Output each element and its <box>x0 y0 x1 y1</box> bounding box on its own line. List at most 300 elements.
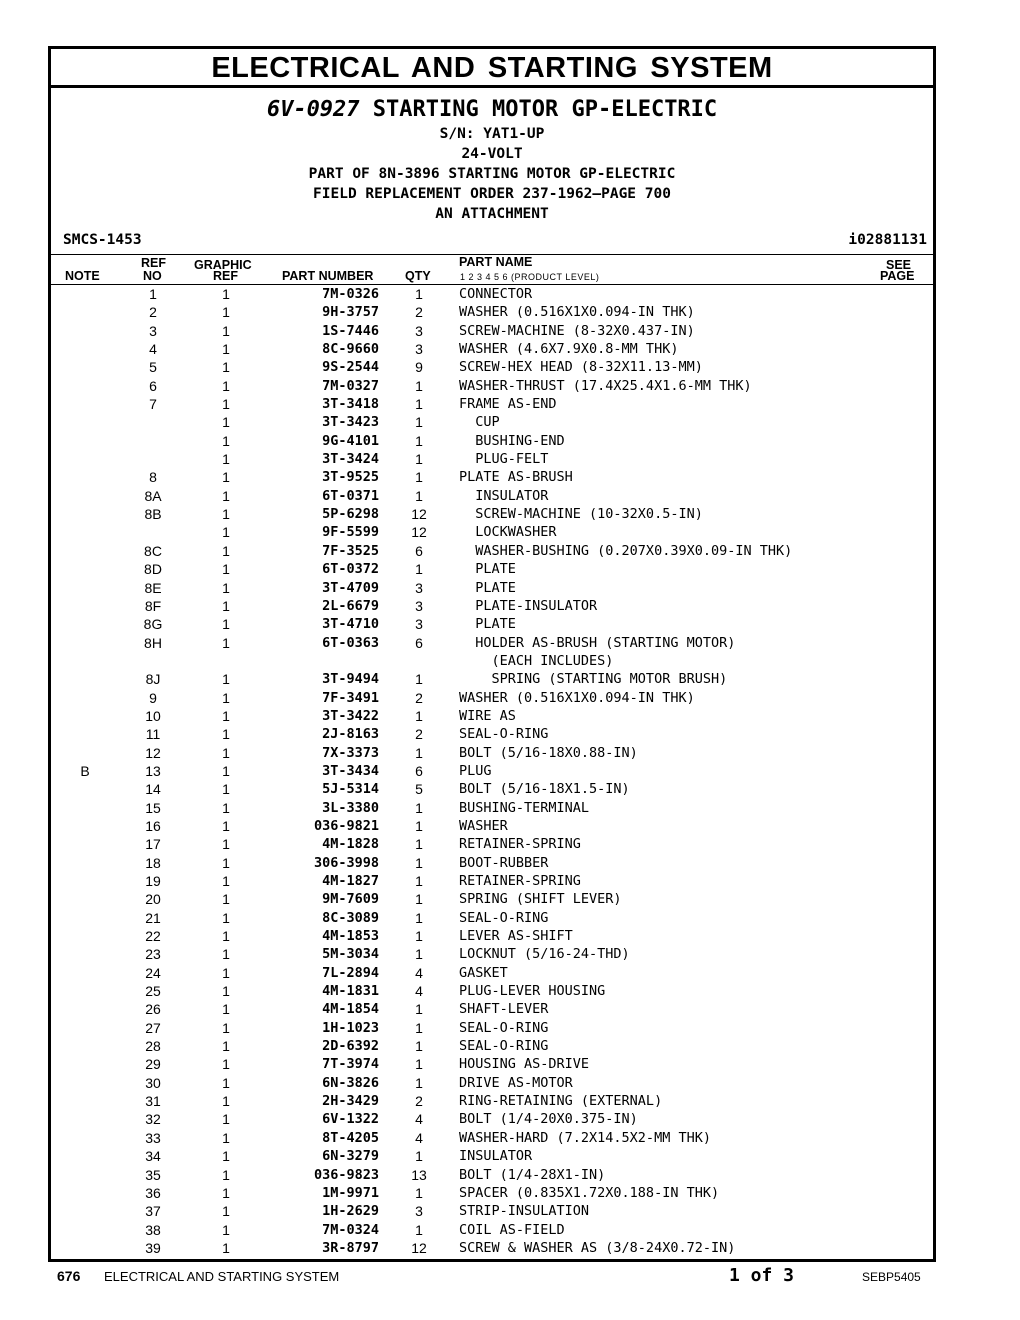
part-number-cell: 6N-3279 <box>322 1148 379 1165</box>
ref-no-cell: 18 <box>145 854 161 871</box>
qty-cell: 1 <box>415 891 423 908</box>
part-name-cell: RETAINER-SPRING <box>459 873 581 889</box>
serial-number: S/N: YAT1-UP <box>439 126 545 142</box>
part-name-cell: BOOT-RUBBER <box>459 854 549 871</box>
part-number-cell: 3T-3422 <box>322 707 379 724</box>
ref-no-cell: 11 <box>145 726 161 743</box>
part-name-cell: DRIVE AS-MOTOR <box>459 1074 573 1091</box>
qty-cell: 1 <box>415 946 423 963</box>
id-row <box>51 230 933 255</box>
part-number-cell: 3T-3424 <box>322 451 379 468</box>
ref-no-cell: 10 <box>145 707 161 724</box>
qty-cell: 1 <box>415 1019 423 1036</box>
part-name-cell: PLUG <box>459 762 492 779</box>
part-number-cell: 7M-0324 <box>322 1221 379 1238</box>
ref-no-cell: 8E <box>144 579 162 596</box>
qty-cell: 3 <box>415 322 423 339</box>
part-number-cell: 5J-5314 <box>322 781 379 798</box>
part-name-cell: LEVER AS-SHIFT <box>459 928 573 945</box>
ref-no-cell: 31 <box>145 1093 161 1110</box>
table-row <box>51 322 933 340</box>
part-number-cell: 7F-3491 <box>322 689 379 706</box>
part-number-cell: 3T-9494 <box>322 671 379 688</box>
part-name-cell: STRIP-INSULATION <box>459 1203 590 1220</box>
table-row <box>51 303 933 321</box>
table-row <box>51 358 933 376</box>
qty-cell: 6 <box>415 762 423 779</box>
ref-no-cell: 19 <box>145 873 161 889</box>
qty-cell: 1 <box>415 1184 423 1201</box>
table-row <box>51 835 933 853</box>
table-row <box>51 707 933 725</box>
qty-cell: 12 <box>411 1239 427 1256</box>
part-name-cell: FRAME AS-END <box>459 396 557 413</box>
table-row <box>51 890 933 908</box>
graphic-ref-cell: 1 <box>222 377 230 394</box>
graphic-ref-cell: 1 <box>222 1239 230 1256</box>
part-number-cell: 3R-8797 <box>322 1239 379 1256</box>
ref-no-cell: 8F <box>144 597 162 614</box>
parts-page-frame <box>48 46 936 1262</box>
part-number-cell: 9F-5599 <box>322 524 379 541</box>
graphic-ref-cell: 1 <box>222 928 230 945</box>
qty-cell: 2 <box>415 689 423 706</box>
part-name-cell: PLUG-LEVER HOUSING <box>459 983 606 1000</box>
col-graphic-bottom: REF <box>213 269 238 283</box>
smcs-code: SMCS-1453 <box>63 232 142 248</box>
part-name-cell: SCREW-MACHINE (8-32X0.437-IN) <box>459 322 695 339</box>
table-row <box>51 799 933 817</box>
graphic-ref-cell: 1 <box>222 1001 230 1018</box>
ref-no-cell: 2 <box>149 304 157 321</box>
qty-cell: 3 <box>415 597 423 614</box>
part-number-cell: 3T-4710 <box>322 616 379 633</box>
table-row <box>51 1037 933 1055</box>
qty-cell: 1 <box>415 377 423 394</box>
ref-no-cell: 20 <box>145 891 161 908</box>
table-row <box>51 872 933 890</box>
part-number-cell: 9G-4101 <box>322 432 379 449</box>
graphic-ref-cell: 1 <box>222 1166 230 1183</box>
part-number-cell: 306-3998 <box>313 854 379 871</box>
qty-cell: 3 <box>415 616 423 633</box>
part-number-cell: 3T-9525 <box>322 469 379 486</box>
ref-no-cell: 7 <box>149 396 157 413</box>
part-name-cell: BOLT (1/4-28X1-IN) <box>459 1166 606 1183</box>
table-row <box>51 1055 933 1073</box>
graphic-ref-cell: 1 <box>222 726 230 743</box>
table-row <box>51 1221 933 1239</box>
part-number-cell: 4M-1853 <box>322 928 379 945</box>
table-row <box>51 964 933 982</box>
field-replacement-note: FIELD REPLACEMENT ORDER 237-1962—PAGE 700 <box>313 186 671 202</box>
part-name-cell: INSULATOR <box>459 1148 533 1165</box>
ref-no-cell: 22 <box>145 928 161 945</box>
table-row <box>51 1019 933 1037</box>
ref-no-cell: 8D <box>144 561 162 578</box>
qty-cell: 2 <box>415 726 423 743</box>
qty-cell: 1 <box>415 396 423 413</box>
qty-cell: 1 <box>415 451 423 468</box>
qty-cell: 1 <box>415 707 423 724</box>
graphic-ref-cell: 1 <box>222 1093 230 1110</box>
part-number-cell: 4M-1831 <box>322 983 379 1000</box>
graphic-ref-cell: 1 <box>222 634 230 651</box>
ref-no-cell: 9 <box>149 689 157 706</box>
part-name-cell: PLATE AS-BRUSH <box>459 469 573 486</box>
graphic-ref-cell: 1 <box>222 322 230 339</box>
graphic-ref-cell: 1 <box>222 817 230 834</box>
part-number-cell: 6V-1322 <box>322 1111 379 1128</box>
table-row <box>51 487 933 505</box>
part-name-cell: WASHER-THRUST (17.4X25.4X1.6-MM THK) <box>459 377 752 394</box>
ref-no-cell: 36 <box>145 1184 161 1201</box>
part-number-cell: 036-9823 <box>313 1166 379 1183</box>
graphic-ref-cell: 1 <box>222 469 230 486</box>
qty-cell: 4 <box>415 964 423 981</box>
qty-cell: 4 <box>415 983 423 1000</box>
table-row <box>51 1202 933 1220</box>
part-number-cell: 9S-2544 <box>322 359 379 376</box>
voltage: 24-VOLT <box>461 146 523 162</box>
ref-no-cell: 24 <box>145 964 161 981</box>
graphic-ref-cell: 1 <box>222 744 230 761</box>
ref-no-cell: 8A <box>144 487 162 504</box>
part-number-cell: 2J-8163 <box>322 726 379 743</box>
qty-cell: 2 <box>415 1093 423 1110</box>
part-name-cell: HOLDER AS-BRUSH (STARTING MOTOR) <box>459 634 736 651</box>
qty-cell: 1 <box>415 909 423 926</box>
part-name-cell: WASHER (0.516X1X0.094-IN THK) <box>459 689 695 706</box>
qty-cell: 1 <box>415 487 423 504</box>
graphic-ref-cell: 1 <box>222 707 230 724</box>
qty-cell: 1 <box>415 469 423 486</box>
part-number-cell: 3T-3434 <box>322 762 379 779</box>
ref-no-cell: 25 <box>145 983 161 1000</box>
col-note: NOTE <box>65 269 100 283</box>
table-row <box>51 1184 933 1202</box>
part-number-cell: 3T-4709 <box>322 579 379 596</box>
part-number-cell: 6T-0371 <box>322 487 379 504</box>
part-number-cell: 1H-2629 <box>322 1203 379 1220</box>
ref-no-cell: 13 <box>145 762 161 779</box>
table-row <box>51 945 933 963</box>
part-number-cell: 1M-9971 <box>322 1184 379 1201</box>
qty-cell: 1 <box>415 671 423 688</box>
graphic-ref-cell: 1 <box>222 1074 230 1091</box>
page-footer <box>0 1265 1020 1288</box>
part-number-cell: 7T-3974 <box>322 1056 379 1073</box>
table-row <box>51 1074 933 1092</box>
ref-no-cell: 3 <box>149 322 157 339</box>
table-row <box>51 395 933 413</box>
graphic-ref-cell: 1 <box>222 524 230 541</box>
graphic-ref-cell: 1 <box>222 396 230 413</box>
graphic-ref-cell: 1 <box>222 432 230 449</box>
part-number-cell: 7M-0327 <box>322 377 379 394</box>
ref-no-cell: 34 <box>145 1148 161 1165</box>
part-name-cell: WIRE AS <box>459 707 516 724</box>
part-name-cell: WASHER <box>459 817 508 834</box>
graphic-ref-cell: 1 <box>222 946 230 963</box>
part-number-cell: 2D-6392 <box>322 1038 379 1055</box>
qty-cell: 1 <box>415 1038 423 1055</box>
part-number-cell: 2H-3429 <box>322 1093 379 1110</box>
qty-cell: 1 <box>415 928 423 945</box>
graphic-ref-cell: 1 <box>222 506 230 523</box>
part-number-cell: 1S-7446 <box>322 322 379 339</box>
part-name-cell: RING-RETAINING (EXTERNAL) <box>459 1093 663 1110</box>
part-name-cell: BOLT (1/4-20X0.375-IN) <box>459 1111 638 1128</box>
qty-cell: 9 <box>415 359 423 376</box>
part-name-cell: CONNECTOR <box>459 286 533 302</box>
ref-no-cell: 30 <box>145 1074 161 1091</box>
part-number-cell: 6N-3826 <box>322 1074 379 1091</box>
ref-no-cell: 15 <box>145 799 161 816</box>
graphic-ref-cell: 1 <box>222 561 230 578</box>
ref-no-cell: 27 <box>145 1019 161 1036</box>
table-row <box>51 1147 933 1165</box>
table-row <box>51 340 933 358</box>
graphic-ref-cell: 1 <box>222 1221 230 1238</box>
ref-no-cell: 35 <box>145 1166 161 1183</box>
part-name-cell: CUP <box>459 414 500 431</box>
graphic-ref-cell: 1 <box>222 1129 230 1146</box>
part-name-cell: SCREW & WASHER AS (3/8-24X0.72-IN) <box>459 1239 736 1256</box>
table-row <box>51 854 933 872</box>
ref-no-cell: 12 <box>145 744 161 761</box>
graphic-ref-cell: 1 <box>222 1019 230 1036</box>
part-name-cell: SPRING (STARTING MOTOR BRUSH) <box>459 671 728 688</box>
col-part-name: PART NAME <box>459 255 533 269</box>
ref-no-cell: 1 <box>149 286 157 302</box>
table-row <box>51 817 933 835</box>
qty-cell: 4 <box>415 1129 423 1146</box>
ref-no-cell: 8G <box>143 616 163 633</box>
col-ref-bottom: NO <box>143 269 162 283</box>
part-number-cell: 4M-1827 <box>322 873 379 889</box>
qty-cell: 1 <box>415 432 423 449</box>
table-row <box>51 432 933 450</box>
table-row <box>51 982 933 1000</box>
graphic-ref-cell: 1 <box>222 304 230 321</box>
qty-cell: 2 <box>415 304 423 321</box>
ref-no-cell: 6 <box>149 377 157 394</box>
table-row <box>51 634 933 652</box>
part-number-cell: 6T-0372 <box>322 561 379 578</box>
part-name-cell: SEAL-O-RING <box>459 1038 549 1055</box>
part-name-cell: WASHER (4.6X7.9X0.8-MM THK) <box>459 341 679 358</box>
part-name-cell: SCREW-HEX HEAD (8-32X11.13-MM) <box>459 359 703 376</box>
ref-no-cell: 17 <box>145 836 161 853</box>
graphic-ref-cell: 1 <box>222 799 230 816</box>
graphic-ref-cell: 1 <box>222 873 230 889</box>
qty-cell: 5 <box>415 781 423 798</box>
part-name-cell: SEAL-O-RING <box>459 1019 549 1036</box>
part-name-cell: PLUG-FELT <box>459 451 549 468</box>
ref-no-cell: 28 <box>145 1038 161 1055</box>
graphic-ref-cell: 1 <box>222 1148 230 1165</box>
ref-no-cell: 16 <box>145 817 161 834</box>
qty-cell: 6 <box>415 542 423 559</box>
part-name-cell: BOLT (5/16-18X1.5-IN) <box>459 781 630 798</box>
ref-no-cell: 26 <box>145 1001 161 1018</box>
part-number-cell: 7M-0326 <box>322 286 379 302</box>
document-id: SEBP5405 <box>862 1270 921 1284</box>
note-cell: B <box>80 762 90 779</box>
table-row <box>51 450 933 468</box>
table-row <box>51 725 933 743</box>
column-header <box>51 255 933 285</box>
ref-no-cell: 8J <box>145 671 161 688</box>
part-name-cell: WASHER-BUSHING (0.207X0.39X0.09-IN THK) <box>459 542 793 559</box>
part-name-cell: SPACER (0.835X1.72X0.188-IN THK) <box>459 1184 720 1201</box>
part-number-cell: 2L-6679 <box>322 597 379 614</box>
part-number-cell: 3T-3418 <box>322 396 379 413</box>
graphic-ref-cell: 1 <box>222 1184 230 1201</box>
part-name-cell: SCREW-MACHINE (10-32X0.5-IN) <box>459 506 703 523</box>
table-row <box>51 615 933 633</box>
table-row <box>51 652 933 670</box>
qty-cell: 1 <box>415 854 423 871</box>
graphic-ref-cell: 1 <box>222 671 230 688</box>
qty-cell: 1 <box>415 561 423 578</box>
parts-list <box>51 285 933 1257</box>
table-row <box>51 689 933 707</box>
graphic-ref-cell: 1 <box>222 983 230 1000</box>
col-ref-top: REF <box>141 256 166 270</box>
illustration-id: i02881131 <box>848 232 927 248</box>
part-name-cell: SEAL-O-RING <box>459 726 549 743</box>
part-name-cell: GASKET <box>459 964 508 981</box>
part-name-cell: WASHER (0.516X1X0.094-IN THK) <box>459 304 695 321</box>
part-name-cell: WASHER-HARD (7.2X14.5X2-MM THK) <box>459 1129 711 1146</box>
qty-cell: 4 <box>415 1111 423 1128</box>
graphic-ref-cell: 1 <box>222 854 230 871</box>
part-number-cell: 3L-3380 <box>322 799 379 816</box>
part-name-cell: PLATE <box>459 561 516 578</box>
part-of-note: PART OF 8N-3896 STARTING MOTOR GP-ELECTRIC <box>308 166 676 182</box>
ref-no-cell: 33 <box>145 1129 161 1146</box>
part-number-cell: 8C-9660 <box>322 341 379 358</box>
qty-cell: 6 <box>415 634 423 651</box>
part-name-cell: LOCKNUT (5/16-24-THD) <box>459 946 630 963</box>
qty-cell: 1 <box>415 1074 423 1091</box>
ref-no-cell: 29 <box>145 1056 161 1073</box>
group-title: STARTING MOTOR GP-ELECTRIC <box>372 97 718 122</box>
graphic-ref-cell: 1 <box>222 341 230 358</box>
part-name-cell: BUSHING-TERMINAL <box>459 799 590 816</box>
ref-no-cell: 37 <box>145 1203 161 1220</box>
table-row <box>51 670 933 688</box>
table-row <box>51 927 933 945</box>
ref-no-cell: 8B <box>144 506 162 523</box>
part-name-cell: INSULATOR <box>459 487 549 504</box>
group-header <box>51 96 933 224</box>
qty-cell: 13 <box>411 1166 427 1183</box>
qty-cell: 1 <box>415 286 423 302</box>
col-qty: QTY <box>405 269 431 283</box>
ref-no-cell: 4 <box>149 341 157 358</box>
table-row <box>51 909 933 927</box>
table-row <box>51 780 933 798</box>
ref-no-cell: 14 <box>145 781 161 798</box>
graphic-ref-cell: 1 <box>222 451 230 468</box>
part-name-cell: COIL AS-FIELD <box>459 1221 565 1238</box>
table-row <box>51 523 933 541</box>
part-number-cell: 1H-1023 <box>322 1019 379 1036</box>
part-number-cell: 7X-3373 <box>322 744 379 761</box>
table-row <box>51 413 933 431</box>
graphic-ref-cell: 1 <box>222 781 230 798</box>
qty-cell: 1 <box>415 1148 423 1165</box>
qty-cell: 1 <box>415 414 423 431</box>
ref-no-cell: 39 <box>145 1239 161 1256</box>
table-row <box>51 1000 933 1018</box>
graphic-ref-cell: 1 <box>222 542 230 559</box>
part-number-cell: 6T-0363 <box>322 634 379 651</box>
part-number-cell: 4M-1854 <box>322 1001 379 1018</box>
part-number-cell: 9H-3757 <box>322 304 379 321</box>
table-row <box>51 744 933 762</box>
part-number-cell: 036-9821 <box>313 817 379 834</box>
qty-cell: 1 <box>415 873 423 889</box>
part-name-cell: LOCKWASHER <box>459 524 557 541</box>
part-name-cell: (EACH INCLUDES) <box>459 652 614 669</box>
group-title-line <box>51 96 933 124</box>
qty-cell: 3 <box>415 341 423 358</box>
ref-no-cell: 8H <box>144 634 162 651</box>
graphic-ref-cell: 1 <box>222 909 230 926</box>
qty-cell: 1 <box>415 817 423 834</box>
qty-cell: 1 <box>415 836 423 853</box>
ref-no-cell: 21 <box>145 909 161 926</box>
graphic-ref-cell: 1 <box>222 616 230 633</box>
table-row <box>51 505 933 523</box>
graphic-ref-cell: 1 <box>222 836 230 853</box>
graphic-ref-cell: 1 <box>222 414 230 431</box>
graphic-ref-cell: 1 <box>222 964 230 981</box>
graphic-ref-cell: 1 <box>222 359 230 376</box>
table-row <box>51 1239 933 1257</box>
graphic-ref-cell: 1 <box>222 579 230 596</box>
qty-cell: 12 <box>411 506 427 523</box>
table-row <box>51 1166 933 1184</box>
part-name-cell: RETAINER-SPRING <box>459 836 581 853</box>
qty-cell: 3 <box>415 1203 423 1220</box>
table-row <box>51 579 933 597</box>
ref-no-cell: 5 <box>149 359 157 376</box>
col-see-top: SEE <box>886 258 912 272</box>
part-name-cell: PLATE <box>459 616 516 633</box>
attachment-note: AN ATTACHMENT <box>435 206 549 222</box>
graphic-ref-cell: 1 <box>222 597 230 614</box>
table-row <box>51 377 933 395</box>
table-row <box>51 542 933 560</box>
part-number-cell: 8C-3089 <box>322 909 379 926</box>
graphic-ref-cell: 1 <box>222 1038 230 1055</box>
part-number-cell: 7F-3525 <box>322 542 379 559</box>
qty-cell: 3 <box>415 579 423 596</box>
page-of: 1 of 3 <box>729 1265 795 1286</box>
table-row <box>51 1129 933 1147</box>
qty-cell: 1 <box>415 1221 423 1238</box>
graphic-ref-cell: 1 <box>222 1056 230 1073</box>
table-row <box>51 560 933 578</box>
qty-cell: 1 <box>415 744 423 761</box>
part-number-cell: 3T-3423 <box>322 414 379 431</box>
graphic-ref-cell: 1 <box>222 1203 230 1220</box>
